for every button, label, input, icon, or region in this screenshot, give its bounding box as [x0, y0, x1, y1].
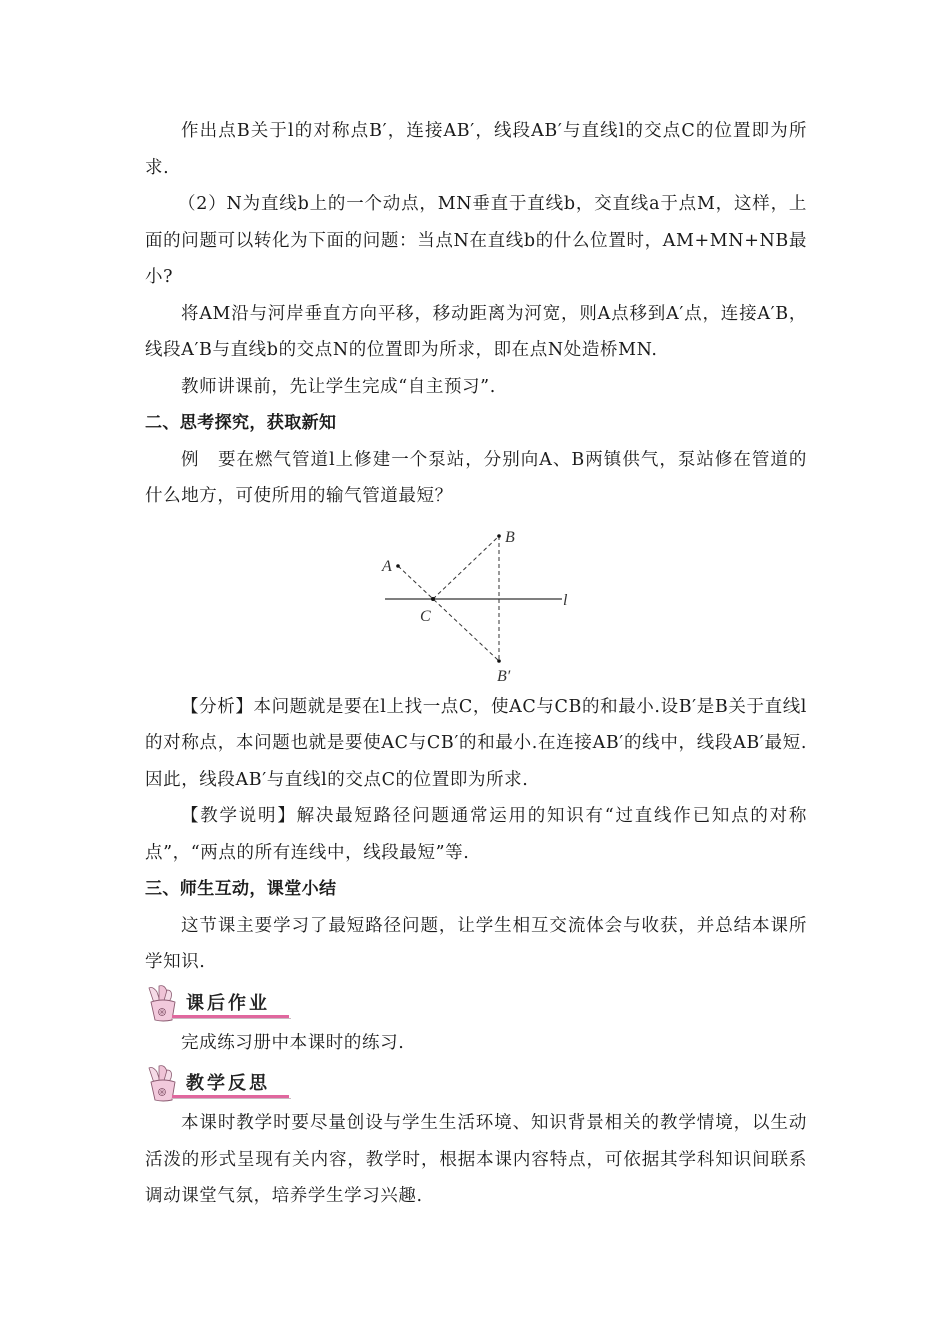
paragraph-teaching-note: 【教学说明】解决最短路径问题通常运用的知识有“过直线作已知点的对称点”，“两点的所有连线中，线段最短”等.: [145, 806, 807, 863]
paragraph-analysis: 【分析】本问题就是要在l上找一点C，使AC与CB的和最小.设B′是B关于直线l的对称点，本问题也就是要使AC与CB′的和最小.在连接AB′的线中，线段AB′最短.因此，线段AB′与直线l的交点C的位置即为所求.: [145, 696, 807, 790]
badge-underline-shadow: [172, 1098, 291, 1099]
label-A: A: [382, 557, 392, 575]
homework-badge-label: 课后作业: [186, 992, 270, 1014]
label-C: C: [420, 607, 431, 625]
paragraph-homework: 完成练习册中本课时的练习.: [181, 1032, 405, 1053]
paragraph-translation: 将AM沿与河岸垂直方向平移，移动距离为河宽，则A点移到A′点，连接A′B，线段A′B与直线b的交点N的位置即为所求，即在点N处造桥MN.: [145, 303, 807, 360]
section-heading-3: 三、师生互动，课堂小结: [145, 879, 337, 899]
point-C: [431, 597, 435, 601]
segment-C-B: [433, 536, 499, 599]
segment-A-Bprime: [398, 566, 499, 661]
geometry-figure: [145, 515, 807, 689]
document-page: [145, 113, 807, 1215]
paragraph-preview-instruction: 教师讲课前，先让学生完成“自主预习”.: [181, 376, 496, 397]
paragraph-example: 例 要在燃气管道l上修建一个泵站，分别向A、B两镇供气，泵站修在管道的什么地方，可使所用的输气管道最短？: [145, 449, 807, 506]
section-heading-2: 二、思考探究，获取新知: [145, 413, 337, 433]
homework-badge: [145, 984, 807, 1024]
label-B: B: [505, 528, 515, 546]
paragraph-reflection-construction: 作出点B关于l的对称点B′，连接AB′，线段AB′与直线l的交点C的位置即为所求.: [145, 121, 807, 178]
point-B-prime: [497, 659, 501, 663]
paragraph-reflection: 本课时教学时要尽量创设与学生生活环境、知识背景相关的教学情境，以生动活泼的形式呈现有关内容，教学时，根据本课内容特点，可依据其学科知识间联系调动课堂气氛，培养学生学习兴趣.: [145, 1113, 807, 1206]
label-l: l: [563, 591, 568, 609]
badge-underline-shadow: [172, 1018, 291, 1019]
reflection-badge-label: 教学反思: [186, 1073, 270, 1094]
paragraph-summary: 这节课主要学习了最短路径问题，让学生相互交流体会与收获，并总结本课所学知识.: [145, 915, 807, 972]
reflection-badge: [145, 1064, 807, 1104]
point-A: [396, 564, 400, 568]
paragraph-bridge-problem: （2）N为直线b上的一个动点，MN垂直于直线b，交直线a于点M，这样，上面的问题可以转化为下面的问题：当点N在直线b的什么位置时，AM+MN+NB最小?: [145, 194, 807, 287]
shortest-path-diagram: [145, 515, 807, 689]
label-B-prime: B′: [497, 667, 511, 685]
point-B: [497, 534, 501, 538]
